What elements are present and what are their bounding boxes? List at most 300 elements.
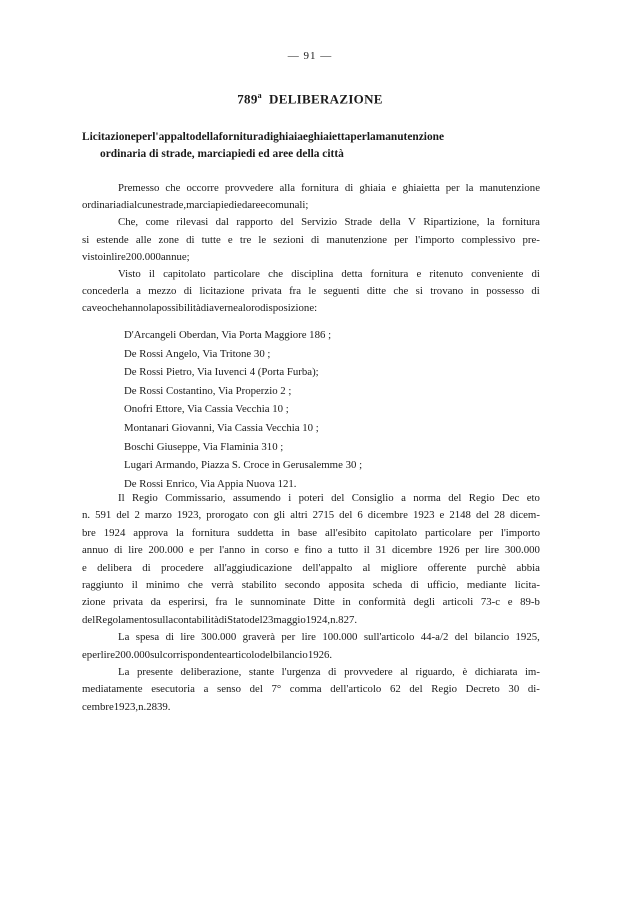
word: visto: [82, 250, 103, 263]
subject-line-2: ordinaria di strade, marciapiedi ed aree della città: [100, 148, 344, 160]
word: a: [203, 683, 209, 696]
word: marciapiedi: [186, 199, 238, 212]
word: del: [249, 613, 263, 626]
word: 2715: [312, 509, 335, 522]
preamble-text: [82, 180, 540, 318]
word: di: [410, 579, 419, 592]
word: maggio: [273, 613, 306, 626]
word: le: [234, 596, 243, 609]
word: capitolato: [374, 526, 418, 539]
word: per: [350, 131, 367, 143]
word: provvedere: [224, 182, 274, 194]
word: estende: [96, 233, 129, 246]
word: 591: [95, 509, 112, 522]
word: pre-: [522, 233, 540, 246]
word: Regio: [468, 492, 495, 504]
word: V: [408, 216, 416, 229]
word: la: [486, 216, 495, 229]
word: Licitazione: [82, 131, 136, 143]
word: fra: [289, 285, 302, 298]
word: n.: [330, 613, 339, 626]
paragraph-premesso: [82, 180, 540, 214]
word: l'importo: [500, 526, 540, 539]
word: e: [302, 131, 308, 143]
deliberation-number: 789: [237, 91, 258, 107]
word: in: [470, 285, 479, 298]
word: del: [475, 509, 490, 522]
word: e: [189, 544, 194, 557]
paragraph-commissario: [82, 490, 540, 629]
word: Strade: [344, 216, 373, 229]
word: che: [393, 285, 409, 298]
word: dell'articolo: [330, 683, 382, 696]
word: n.: [138, 700, 147, 713]
word: scheda: [372, 579, 403, 592]
paragraph-presente: [82, 664, 540, 716]
word: possibilità: [156, 302, 201, 315]
word: del: [339, 509, 353, 522]
word: 44-a/2: [420, 631, 449, 644]
word: l'anno: [219, 544, 246, 557]
text-line: [82, 507, 540, 524]
word: contabilità: [173, 613, 219, 626]
word: rilevasi: [176, 216, 209, 229]
word: 1926.: [307, 648, 333, 661]
word: l'importo: [415, 233, 455, 246]
word: cave: [82, 302, 102, 315]
word: dichiarata: [474, 666, 518, 679]
word: del: [259, 648, 274, 661]
word: per: [445, 182, 460, 194]
word: all'aggiudicazione: [213, 561, 293, 574]
word: da: [150, 596, 161, 609]
word: 1923,: [113, 700, 139, 713]
word: privata: [251, 285, 282, 298]
text-line: [82, 490, 540, 507]
ditta-item: Lugari Armando, Piazza S. Croce in Gerusalemme 30 ;: [124, 459, 363, 472]
word: alcune: [129, 199, 158, 212]
word: abbia: [516, 561, 540, 574]
word: 200.000: [148, 544, 184, 557]
word: per: [86, 648, 101, 661]
word: graverà: [242, 631, 275, 644]
word: 6: [357, 509, 363, 522]
word: eto: [526, 492, 540, 504]
word: 1923,: [176, 509, 202, 522]
word: si: [82, 233, 90, 246]
word: possesso: [486, 285, 525, 298]
word: che: [165, 182, 181, 194]
ditta-item: De Rossi Costantino, Via Properzio 2 ;: [124, 384, 292, 397]
word: le: [308, 285, 317, 298]
word: 200.000: [125, 250, 161, 263]
word: articoli: [442, 596, 474, 609]
word: comma: [289, 683, 322, 696]
word: purchè: [476, 561, 507, 574]
word: gli: [273, 509, 286, 522]
ditta-item: De Rossi Pietro, Via Iuvenci 4 (Porta Furba);: [124, 366, 319, 379]
word: 2839.: [146, 700, 171, 713]
word: dicembre: [391, 544, 433, 557]
word: riguardo,: [415, 666, 455, 679]
text-line: [82, 266, 540, 283]
word: Ripartizione,: [423, 216, 480, 229]
word: lire: [111, 250, 126, 263]
word: stabilito: [241, 579, 277, 592]
text-line: [82, 214, 540, 231]
word: seguenti: [323, 285, 360, 298]
word: del: [82, 613, 96, 626]
word: 2148: [449, 509, 471, 522]
word: assumendo: [232, 492, 281, 504]
word: 100.000: [322, 631, 358, 644]
word: la: [148, 302, 157, 315]
word: verrà: [211, 579, 234, 592]
word: 62: [389, 683, 401, 696]
word: di: [311, 233, 320, 246]
word: o: [101, 302, 108, 315]
word: particolare: [424, 526, 472, 539]
word: tre: [239, 233, 252, 246]
ditta-item: D'Arcangeli Oberdan, Via Porta Maggiore 186 ;: [124, 329, 332, 341]
word: Regio: [131, 492, 158, 504]
word: hanno: [122, 302, 149, 315]
word: che: [187, 579, 203, 592]
word: del: [280, 216, 294, 229]
word: ed: [237, 199, 248, 212]
word: in: [250, 544, 260, 557]
word: tutto: [338, 544, 359, 557]
word: comunali;: [265, 199, 309, 212]
deliberation-heading: [0, 91, 620, 107]
word: alle: [135, 233, 152, 246]
word: la: [465, 182, 474, 194]
word: e: [227, 233, 233, 246]
word: del: [116, 509, 130, 522]
word: sunnominate: [250, 596, 306, 609]
word: Il: [118, 492, 125, 504]
word: annuo: [82, 544, 109, 557]
word: conformità: [358, 596, 406, 609]
word: ufficio,: [427, 579, 459, 592]
text-line: [82, 577, 540, 594]
word: sul: [150, 648, 163, 661]
word: loro: [242, 302, 261, 315]
word: al: [400, 666, 409, 679]
word: fornitura: [502, 216, 540, 229]
page-number: — 91 —: [287, 50, 333, 62]
word: che: [107, 302, 123, 315]
word: aree: [247, 199, 266, 212]
word: del: [448, 492, 462, 504]
word: di: [344, 182, 354, 194]
word: base: [297, 526, 317, 539]
word: mediatamente: [82, 683, 143, 696]
text-line: [82, 197, 540, 214]
word: le: [258, 233, 267, 246]
word: Stato: [227, 613, 250, 626]
word: dicem-: [509, 509, 540, 522]
word: annue: [160, 250, 187, 263]
word: minimo: [146, 579, 180, 592]
word: 1924: [103, 526, 126, 539]
text-line: [82, 699, 540, 716]
word: a: [327, 544, 333, 557]
word: di: [531, 268, 540, 281]
word: a: [237, 302, 243, 315]
text-line: [82, 542, 540, 559]
word: norma: [413, 492, 441, 504]
word: sull'articolo: [363, 631, 415, 644]
word: concederla: [82, 285, 129, 298]
word: mediante: [466, 579, 507, 592]
word: a: [136, 285, 141, 298]
word: 827.: [338, 613, 358, 626]
deliberation-text: [82, 490, 540, 716]
deliberation-subject: [82, 129, 542, 163]
word: per: [479, 526, 493, 539]
text-line: [82, 300, 540, 317]
word: trovano: [430, 285, 464, 298]
word: ;: [186, 250, 190, 263]
ditta-item: De Rossi Enrico, Via Appia Nuova 121.: [124, 477, 297, 490]
word: bre: [82, 526, 96, 539]
word: 89-b: [520, 596, 540, 609]
word: strade,: [157, 199, 187, 212]
text-line: [82, 664, 540, 681]
word: im-: [524, 666, 540, 679]
word: dell'appalto: [302, 561, 353, 574]
ditta-item: Montanari Giovanni, Via Cassia Vecchia 10 ;: [124, 421, 319, 434]
word: lire: [128, 544, 143, 557]
word: n.: [82, 509, 91, 522]
word: 300.000: [504, 544, 540, 557]
word: altri: [290, 509, 308, 522]
word: e: [82, 648, 87, 661]
word: licita-: [514, 579, 540, 592]
word: di: [165, 631, 174, 644]
word: Premesso: [118, 182, 160, 194]
word: in: [281, 526, 290, 539]
word: spesa: [135, 631, 160, 644]
word: l'urgenza: [281, 666, 321, 679]
word: e: [391, 182, 397, 194]
word: e: [416, 268, 422, 281]
word: fino: [304, 544, 322, 557]
word: offerente: [427, 561, 467, 574]
word: e: [82, 561, 87, 574]
word: al: [362, 561, 371, 574]
word: apposita: [328, 579, 365, 592]
word: Consiglio: [351, 492, 394, 504]
word: per: [465, 544, 479, 557]
word: La: [118, 631, 130, 644]
ditta-item: Boschi Giuseppe, Via Flaminia 310 ;: [124, 440, 284, 453]
word: per: [199, 544, 214, 557]
word: di: [200, 302, 210, 315]
word: fornitura: [218, 131, 264, 143]
word: Decreto: [465, 683, 500, 696]
ditte-list: [124, 326, 362, 493]
word: ditte: [366, 285, 387, 298]
deliberation-title: DELIBERAZIONE: [269, 91, 383, 107]
word: l'appalto: [152, 131, 196, 143]
text-line: [82, 647, 540, 664]
word: è: [462, 666, 468, 679]
word: 2: [134, 509, 140, 522]
word: all'esibito: [324, 526, 367, 539]
paragraph-spesa: [82, 629, 540, 664]
word: 1923: [412, 509, 435, 522]
word: senso: [217, 683, 241, 696]
word: fra: [215, 596, 228, 609]
word: zone: [158, 233, 179, 246]
word: zione: [82, 596, 106, 609]
word: dal: [215, 216, 229, 229]
text-line: [82, 232, 540, 249]
word: fornitura: [301, 182, 339, 194]
word: ghiaia: [273, 131, 303, 143]
word: per: [135, 131, 153, 143]
word: fornitura: [191, 526, 230, 539]
text-line: [82, 629, 540, 646]
word: lire: [301, 631, 316, 644]
word: si: [415, 285, 423, 298]
word: e: [507, 596, 513, 609]
word: complessivo: [461, 233, 516, 246]
word: di: [263, 131, 274, 143]
word: della: [379, 216, 401, 229]
word: 1925,: [515, 631, 540, 644]
word: corso: [264, 544, 289, 557]
word: i: [288, 492, 292, 504]
word: fornitura: [370, 268, 409, 281]
text-line: [82, 180, 540, 197]
word: lire: [484, 544, 500, 557]
word: di: [120, 199, 130, 212]
text-line: [82, 681, 540, 698]
word: 200.000: [114, 648, 151, 661]
text-line: [82, 560, 540, 577]
word: 73-c: [480, 596, 501, 609]
word: della: [195, 131, 219, 143]
word: bilancio: [273, 648, 308, 661]
word: stante: [248, 666, 275, 679]
word: articolo: [226, 648, 260, 661]
word: 28: [494, 509, 505, 522]
word: come: [145, 216, 169, 229]
word: Ditte: [313, 596, 335, 609]
word: di: [183, 285, 193, 298]
word: manutenzione: [326, 233, 388, 246]
word: suddetta: [237, 526, 274, 539]
word: Commissario,: [165, 492, 226, 504]
word: alla: [279, 182, 296, 194]
word: con: [253, 509, 269, 522]
word: e: [439, 509, 445, 522]
word: delibera: [97, 561, 132, 574]
word: di-: [527, 683, 540, 696]
word: ghiaietta: [402, 182, 440, 194]
word: capitolato: [163, 268, 206, 281]
word: :: [314, 302, 318, 315]
word: lire: [180, 631, 195, 644]
word: del: [249, 683, 263, 696]
word: esecutoria: [151, 683, 195, 696]
word: cembre: [82, 700, 114, 713]
word: marzo: [144, 509, 172, 522]
word: particolare: [213, 268, 260, 281]
word: Dec: [501, 492, 520, 504]
word: di: [218, 613, 228, 626]
word: il: [131, 579, 138, 592]
subject-line-1: [82, 129, 542, 146]
word: del: [331, 492, 345, 504]
word: Regolamento: [95, 613, 153, 626]
word: 7°: [271, 683, 282, 696]
word: Che,: [118, 216, 139, 229]
word: 1924,: [305, 613, 331, 626]
deliberation-number-suffix: a: [257, 91, 262, 100]
word: per: [394, 233, 409, 246]
word: disciplina: [291, 268, 334, 281]
word: averne: [209, 302, 238, 315]
word: in: [103, 250, 112, 263]
word: manutenzione: [375, 131, 445, 143]
text-line: [82, 249, 540, 266]
word: licitazione: [199, 285, 245, 298]
paragraph-visto: [82, 266, 540, 318]
word: la: [366, 131, 376, 143]
word: di: [114, 544, 123, 557]
word: dicembre: [367, 509, 408, 522]
word: occorre: [186, 182, 219, 194]
text-line: [82, 594, 540, 611]
word: raggiunto: [82, 579, 124, 592]
word: prorogato: [206, 509, 249, 522]
word: Visto: [118, 268, 141, 281]
word: che: [268, 268, 284, 281]
word: la: [176, 526, 184, 539]
word: sulla: [152, 613, 174, 626]
word: detta: [341, 268, 363, 281]
word: privata: [113, 596, 143, 609]
word: mezzo: [148, 285, 177, 298]
word: ritenuto: [429, 268, 464, 281]
word: ghiaietta: [307, 131, 351, 143]
word: ordinaria: [82, 199, 121, 212]
word: poteri: [298, 492, 324, 504]
word: di: [186, 233, 195, 246]
word: in: [342, 596, 351, 609]
word: il: [148, 268, 155, 281]
word: deliberazione,: [180, 666, 242, 679]
word: Regio: [431, 683, 457, 696]
word: rapporto: [236, 216, 273, 229]
word: 300.000: [201, 631, 237, 644]
word: del: [454, 631, 468, 644]
word: 31: [375, 544, 387, 557]
word: secondo: [284, 579, 321, 592]
word: di: [328, 666, 337, 679]
word: provvedere: [344, 666, 393, 679]
word: procedere: [161, 561, 204, 574]
word: 23: [262, 613, 274, 626]
word: degli: [413, 596, 436, 609]
word: e: [294, 544, 299, 557]
word: disposizione: [260, 302, 315, 315]
word: del: [409, 683, 423, 696]
